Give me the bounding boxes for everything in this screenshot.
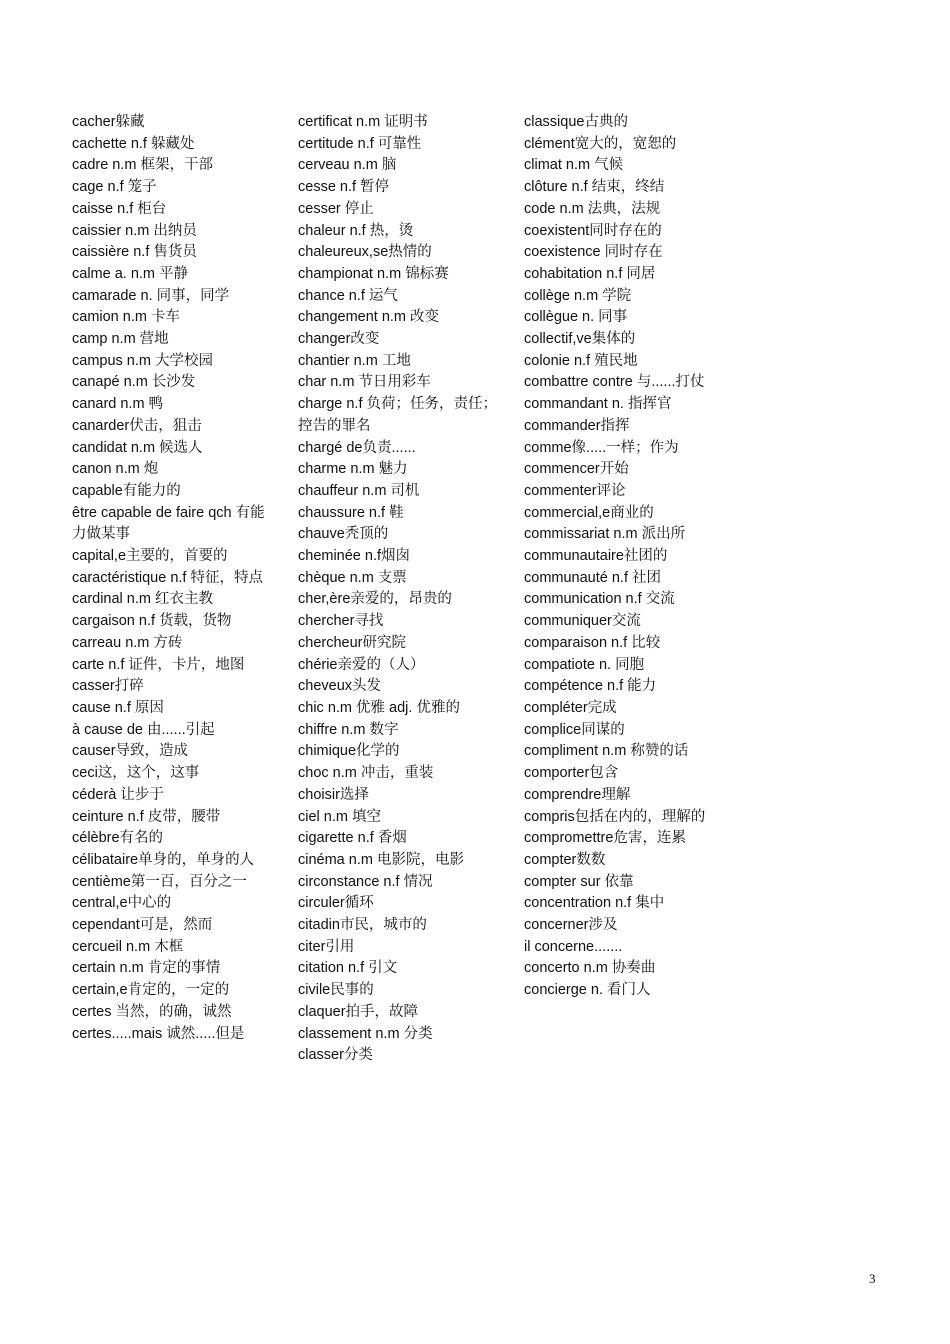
vocab-entry: cheveux头发 [298, 678, 382, 695]
vocab-entry: chauve秃顶的 [298, 526, 389, 543]
vocab-entry: céderà 让步于 [72, 786, 164, 803]
vocab-entry: canard n.m 鸭 [72, 396, 164, 413]
vocab-entry: compter sur 依靠 [524, 873, 634, 890]
vocab-entry: chic n.m 优雅 adj. 优雅的 [298, 699, 460, 716]
vocab-entry: citation n.f 引文 [298, 960, 398, 977]
vocab-entry: code n.m 法典，法规 [524, 200, 661, 217]
vocab-entry: casser打碎 [72, 678, 144, 695]
vocab-entry: comparaison n.f 比较 [524, 634, 661, 651]
vocab-entry: camion n.m 卡车 [72, 309, 180, 326]
vocab-entry: caisse n.f 柜台 [72, 200, 167, 217]
vocab-entry: certificat n.m 证明书 [298, 114, 428, 130]
vocab-entry: compliment n.m 称赞的话 [524, 743, 689, 760]
vocab-entry: commercial,e商业的 [524, 504, 654, 521]
vocab-entry: coexistent同时存在的 [524, 222, 662, 239]
vocab-entry: concerto n.m 协奏曲 [524, 960, 656, 977]
vocab-entry: choc n.m 冲击，重装 [298, 765, 434, 782]
vocab-entry: comporter包含 [524, 765, 619, 782]
vocab-entry: concentration n.f 集中 [524, 895, 665, 912]
vocab-entry: cigarette n.f 香烟 [298, 830, 407, 847]
vocab-entry: collège n.m 学院 [524, 287, 632, 304]
vocab-entry: il concerne....... [524, 938, 623, 955]
vocab-entry: compléter完成 [524, 699, 617, 716]
vocab-entry: certes 当然，的确，诚然 [72, 1003, 232, 1020]
vocab-entry: commenter评论 [524, 482, 626, 499]
vocab-entry: célèbre有名的 [72, 830, 164, 847]
vocab-entry: chèque n.m 支票 [298, 569, 407, 586]
vocab-entry: cesser 停止 [298, 200, 374, 217]
vocab-entry: campus n.m 大学校园 [72, 352, 213, 369]
vocab-entry: classique古典的 [524, 114, 628, 130]
vocab-entry: cardinal n.m 红衣主教 [72, 591, 214, 608]
vocab-entry: charge n.f 负荷；任务，责任；控告的罪名 [298, 396, 498, 434]
vocab-entry: chiffre n.m 数字 [298, 721, 399, 738]
vocab-entry: caissière n.f 售货员 [72, 244, 197, 261]
vocab-entry: causer导致，造成 [72, 743, 189, 760]
vocab-entry: être capable de faire qch 有能力做某事 [72, 504, 265, 543]
vocab-entry: canarder伏击，狙击 [72, 417, 202, 434]
vocab-entry: canon n.m 炮 [72, 461, 159, 478]
vocab-entry: compris包括在内的，理解的 [524, 808, 706, 825]
vocab-entry: concierge n. 看门人 [524, 982, 651, 999]
vocab-entry: certain,e肯定的，一定的 [72, 982, 230, 999]
vocab-entry: compter数数 [524, 851, 606, 868]
vocab-entry: cinéma n.m 电影院，电影 [298, 851, 464, 868]
vocab-entry: canapé n.m 长沙发 [72, 374, 196, 391]
vocab-entry: carreau n.m 方砖 [72, 634, 183, 651]
vocab-entry: compromettre危害，连累 [524, 830, 686, 847]
vocab-entry: classer分类 [298, 1047, 373, 1064]
vocab-entry: certain n.m 肯定的事情 [72, 960, 221, 977]
vocab-entry: cacher躲藏 [72, 114, 145, 130]
vocab-entry: capable有能力的 [72, 482, 181, 499]
vocab-entry: cercueil n.m 木框 [72, 938, 184, 955]
vocab-entry: cerveau n.m 脑 [298, 157, 397, 174]
vocab-entry: changer改变 [298, 331, 380, 348]
vocab-entry: carte n.f 证件，卡片，地图 [72, 656, 245, 673]
vocab-entry: clément宽大的，宽恕的 [524, 135, 677, 152]
vocab-entry: chercher寻找 [298, 613, 384, 630]
page-number: 3 [869, 1271, 876, 1286]
vocab-entry: calme a. n.m 平静 [72, 265, 189, 282]
vocab-entry: collectif,ve集体的 [524, 331, 636, 348]
vocab-entry: complice同谋的 [524, 721, 625, 738]
vocab-entry: championat n.m 锦标赛 [298, 265, 449, 282]
vocab-entry: choisir选择 [298, 786, 369, 803]
vocab-entry: ceinture n.f 皮带，腰带 [72, 808, 221, 825]
vocab-entry: clôture n.f 结束，终结 [524, 179, 665, 196]
vocab-column-3 [524, 112, 729, 1002]
vocab-entry: cependant可是，然而 [72, 917, 213, 934]
vocab-entry: compétence n.f 能力 [524, 678, 657, 695]
vocab-entry: cadre n.m 框架，干部 [72, 157, 213, 174]
vocab-entry: char n.m 节日用彩车 [298, 374, 431, 391]
vocab-entry: cesse n.f 暂停 [298, 179, 390, 196]
vocab-entry: concerner涉及 [524, 917, 618, 934]
vocab-entry: coexistence 同时存在 [524, 244, 663, 261]
vocab-entry: civile民事的 [298, 982, 374, 999]
vocab-entry: changement n.m 改变 [298, 309, 440, 326]
vocab-entry: certitude n.f 可靠性 [298, 135, 422, 152]
vocab-entry: caissier n.m 出纳员 [72, 222, 197, 239]
vocab-entry: compatiote n. 同胞 [524, 656, 645, 673]
vocab-entry: climat n.m 气候 [524, 157, 624, 174]
vocab-entry: chaleureux,se热情的 [298, 244, 432, 261]
vocab-entry: chaussure n.f 鞋 [298, 504, 404, 521]
vocab-entry: caractéristique n.f 特征，特点 [72, 569, 263, 586]
vocab-entry: commandant n. 指挥官 [524, 396, 672, 413]
vocab-entry: communautaire社团的 [524, 548, 668, 565]
vocab-entry: classement n.m 分类 [298, 1025, 433, 1042]
vocab-entry: cause n.f 原因 [72, 699, 164, 716]
vocab-entry: cheminée n.f烟囱 [298, 548, 411, 565]
vocab-entry: capital,e主要的，首要的 [72, 548, 228, 565]
vocab-entry: cher,ère亲爱的，昂贵的 [298, 591, 452, 608]
vocab-entry: commander指挥 [524, 417, 630, 434]
vocab-entry: cohabitation n.f 同居 [524, 265, 656, 282]
vocab-entry: chercheur研究院 [298, 634, 406, 651]
vocab-entry: célibataire单身的，单身的人 [72, 851, 255, 868]
vocab-entry: cage n.f 笼子 [72, 179, 157, 196]
vocab-entry: comme像.....一样；作为 [524, 439, 679, 456]
vocab-entry: cachette n.f 躲藏处 [72, 135, 195, 152]
vocab-entry: communauté n.f 社团 [524, 569, 661, 586]
vocab-entry: commencer开始 [524, 461, 629, 478]
vocab-entry: chimique化学的 [298, 743, 400, 760]
vocab-entry: colonie n.f 殖民地 [524, 352, 638, 369]
vocab-entry: comprendre理解 [524, 786, 631, 803]
vocab-entry: citer引用 [298, 938, 355, 955]
vocab-entry: certes.....mais 诚然.....但是 [72, 1025, 245, 1042]
vocab-entry: chérie亲爱的（人） [298, 656, 425, 673]
vocab-entry: circonstance n.f 情况 [298, 873, 433, 890]
vocab-entry: collègue n. 同事 [524, 309, 628, 326]
vocab-entry: communication n.f 交流 [524, 591, 675, 608]
vocab-entry: central,e中心的 [72, 895, 172, 912]
vocab-column-1 [72, 112, 277, 1045]
vocab-entry: chance n.f 运气 [298, 287, 398, 304]
vocab-entry: circuler循环 [298, 895, 374, 912]
vocab-entry: centième第一百，百分之一 [72, 873, 247, 890]
vocab-entry: chargé de负责...... [298, 439, 416, 456]
vocab-entry: cargaison n.f 货载，货物 [72, 613, 232, 630]
vocab-entry: chauffeur n.m 司机 [298, 482, 420, 499]
vocab-entry: ciel n.m 填空 [298, 808, 381, 825]
vocab-entry: candidat n.m 候选人 [72, 439, 203, 456]
vocab-entry: claquer拍手，故障 [298, 1003, 419, 1020]
vocab-entry: communiquer交流 [524, 613, 641, 630]
vocab-entry: ceci这，这个，这事 [72, 765, 200, 782]
vocab-entry: chantier n.m 工地 [298, 352, 411, 369]
vocab-entry: commissariat n.m 派出所 [524, 526, 686, 543]
vocab-entry: charme n.m 魅力 [298, 461, 408, 478]
vocab-entry: combattre contre 与......打仗 [524, 374, 705, 391]
vocab-entry: citadin市民，城市的 [298, 917, 427, 934]
vocab-entry: à cause de 由......引起 [72, 721, 215, 738]
vocab-entry: camp n.m 营地 [72, 331, 169, 348]
vocab-column-2 [298, 112, 498, 1067]
vocab-entry: chaleur n.f 热，烫 [298, 222, 414, 239]
vocab-entry: camarade n. 同事，同学 [72, 287, 230, 304]
